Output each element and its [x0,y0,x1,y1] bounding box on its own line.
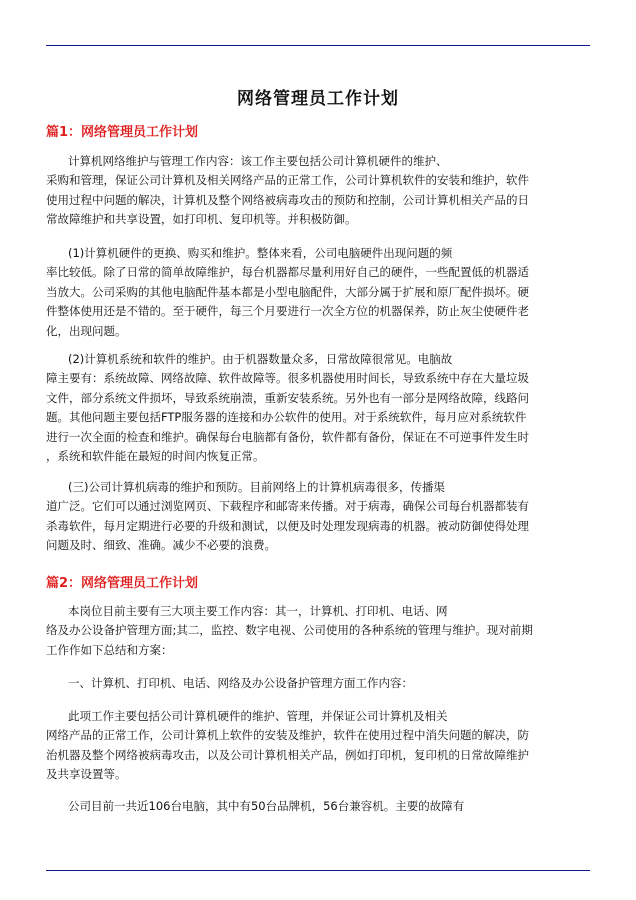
section-2-paragraph-1: 本岗位目前主要有三大项主要工作内容：其一，计算机、打印机、电话、网 络及办公设备护管理方面;其二，监控、数字电视、公司使用的各种系统的管理与维护。现对前期 工作作如下总结和方案： [46,604,533,657]
header-rule [46,45,590,46]
section-2-paragraph-4: 公司目前一共近106台电脑，其中有50台品牌机，56台兼容机。主要的故障有 [68,799,465,813]
section-2-paragraph-2: 一、计算机、打印机、电话、网络及办公设备护管理方面工作内容： [68,676,413,690]
section-1-heading: 篇1：网络管理员工作计划 [46,125,199,140]
section-1-paragraph-2: (1)计算机硬件的更换、购买和维护。整体来看，公司电脑硬件出现问题的频 率比较低。除了日常的简单故障维护，每台机器都尽量利用好自己的硬件，一些配置低的机器适 当放大。公司采购的其他电脑配件基本都是小型电脑配件，大部分属于扩展和原厂配件损坏。硬 件整体使用还是不错的。至于硬件，每三个月要进行一次全方位的机器保养，防止灰尘使硬件老 化，出现问题。 [46,246,529,338]
footer-rule [46,870,590,871]
section-1-paragraph-3: (2)计算机系统和软件的维护。由于机器数量众多，日常故障很常见。电脑故 障主要有：系统故障、网络故障、软件故障等。很多机器使用时间长，导致系统中存在大量垃圾 文件，部分系统文件损坏，导致系统崩溃，重新安装系统。另外也有一部分是网络故障，线路问 题。其他问题主要包括FTP服务器的连接和办公软件的使用。对于系统软件，每月应对系统软件 进行一次全面的检查和维护。确保每台电脑都有备份，软件都有备份，保证在不可逆事件发生时 ，系统和软件能在最短的时间内恢复正常。 [46,352,529,464]
document-title: 网络管理员工作计划 [237,89,399,109]
section-2-heading: 篇2：网络管理员工作计划 [46,576,199,591]
section-2-paragraph-3: 此项工作主要包括公司计算机硬件的维护、管理，并保证公司计算机及相关 网络产品的正常工作，公司计算机上软件的安装及维护，软件在使用过程中消失问题的解决，防 治机器及整个网络被病毒攻击，以及公司计算机相关产品，例如打印机，复印机的日常故障维护 及共享设置等。 [46,709,529,782]
section-1-paragraph-4: (三)公司计算机病毒的维护和预防。目前网络上的计算机病毒很多，传播渠 道广泛。它们可以通过浏览网页、下载程序和邮寄来传播。对于病毒，确保公司每台机器都装有 杀毒软件，每月定期进行必要的升级和测试，以便及时处理发现病毒的机器。被动防御使得处理 问题及时、细致、准确。减少不必要的浪费。 [46,480,529,553]
section-1-paragraph-1: 计算机网络维护与管理工作内容：该工作主要包括公司计算机硬件的维护、 采购和管理，保证公司计算机及相关网络产品的正常工作，公司计算机软件的安装和维护，软件 使用过程中问题的解决，计算机及整个网络被病毒攻击的预防和控制，公司计算机相关产品的日 常故障维护和共享设置，如打印机、复印机等。并积极防御。 [46,154,529,227]
